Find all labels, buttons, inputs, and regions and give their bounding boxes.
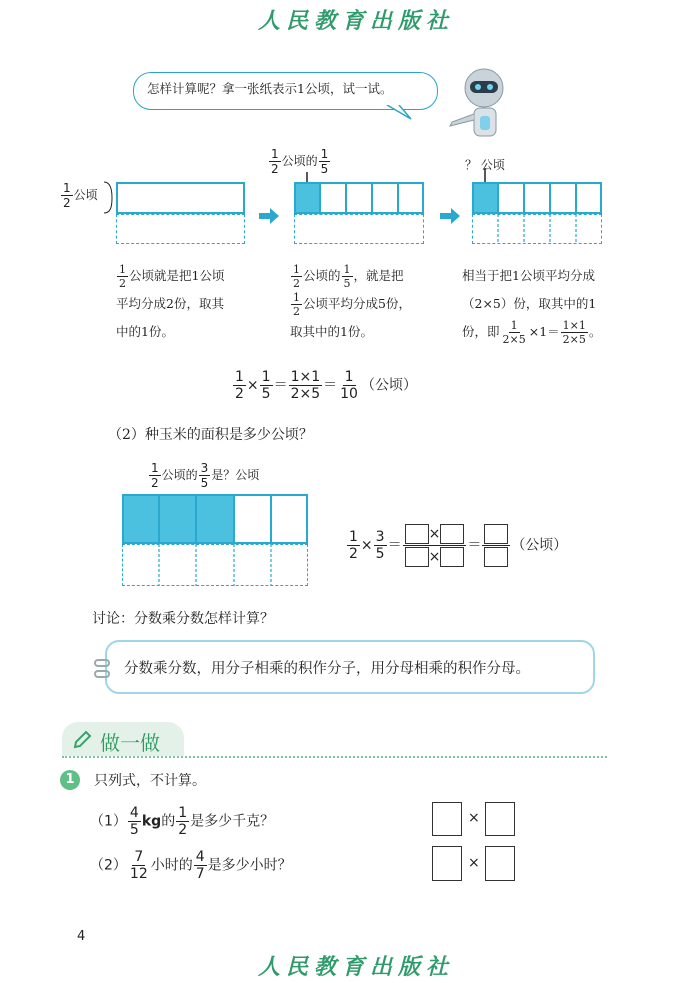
practice-divider [62, 756, 607, 758]
binder-clip-icon [93, 658, 113, 680]
rect2-bottom [294, 214, 424, 244]
answer-box[interactable] [405, 524, 429, 544]
sub-question-1: （1） $\frac{4}{5}$ kg的 $\frac{1}{2}$ 是多少千克？ [90, 805, 275, 838]
question-1-text: 只列式，不计算。 [94, 773, 206, 789]
half-hectare-label: $\frac{1}{2}$ 公顷 [63, 181, 98, 210]
page-number: 4 [77, 929, 86, 944]
rect2-dividers [294, 182, 424, 214]
desc-3: 相当于把1公顷平均分成 （2×5）份，取其中的1 份，即 $\frac{1}{2\times 5}$ ×1＝ $\frac{1\times 1}{2\times 5}$ 。 [462, 268, 602, 346]
arrow-right-icon [440, 208, 460, 224]
answer-box[interactable] [432, 802, 462, 836]
question-number-badge: 1 [60, 770, 80, 790]
discussion-label: 讨论：分数乘分数怎样计算？ [92, 611, 274, 627]
fig2-bottom [122, 544, 308, 586]
publisher-footer: 人民教育出版社 [258, 954, 455, 980]
answer-box[interactable] [484, 524, 508, 544]
answer-box[interactable] [405, 547, 429, 567]
practice-title: 做一做 [100, 731, 160, 755]
question-2: （2）种玉米的面积是多少公顷？ [108, 427, 313, 443]
arrow-right-icon [259, 208, 279, 224]
desc-1: $\frac{1}{2}$ 公顷就是把1公顷 平均分成2份，取其 中的1份。 [116, 263, 225, 339]
equation-1: $\frac{1}{2}$ × $\frac{1}{5}$ ＝ $\frac{1\times 1}{2\times 5}$ ＝ $\frac{1}{10}$ （公顷） [235, 369, 417, 402]
publisher-header: 人民教育出版社 [258, 8, 455, 34]
answer-box[interactable] [440, 547, 464, 567]
desc-2: $\frac{1}{2}$ 公顷的 $\frac{1}{5}$ ，就是把 $\frac{1}{2}$ 公顷平均分成5份， 取其中的1份。 [290, 263, 411, 339]
times-sign: × [468, 855, 480, 871]
sub-question-2: （2） $\frac{7}{12}$ 小时的 $\frac{4}{7}$ 是多少小时？ [90, 849, 292, 882]
fig-top-label-3: ？ 公顷 [465, 158, 505, 172]
answer-box[interactable] [432, 846, 462, 881]
speech-text: 怎样计算呢？拿一张纸表示1公顷，试一试。 [147, 81, 393, 96]
equation-2: $\frac{1}{2}$ × $\frac{3}{5}$ ＝ $\frac{\times}{\times}$ ＝ （公顷） [349, 526, 568, 565]
fig2-label: $\frac{1}{2}$ 公顷的 $\frac{3}{5}$ 是？公顷 [151, 461, 260, 490]
fig-top-label-2: $\frac{1}{2}$ 公顷的 $\frac{1}{5}$ [271, 147, 329, 176]
answer-box[interactable] [485, 846, 515, 881]
rect1-bottom [116, 214, 245, 244]
answer-box[interactable] [485, 802, 515, 836]
answer-box[interactable] [440, 524, 464, 544]
rect3-bottom [472, 214, 602, 244]
rect1-top [116, 182, 245, 214]
times-sign: × [468, 810, 480, 826]
answer-box[interactable] [484, 547, 508, 567]
rule-text: 分数乘分数，用分子相乘的积作分子，用分母相乘的积作分母。 [124, 661, 530, 677]
pencil-icon [72, 730, 92, 750]
